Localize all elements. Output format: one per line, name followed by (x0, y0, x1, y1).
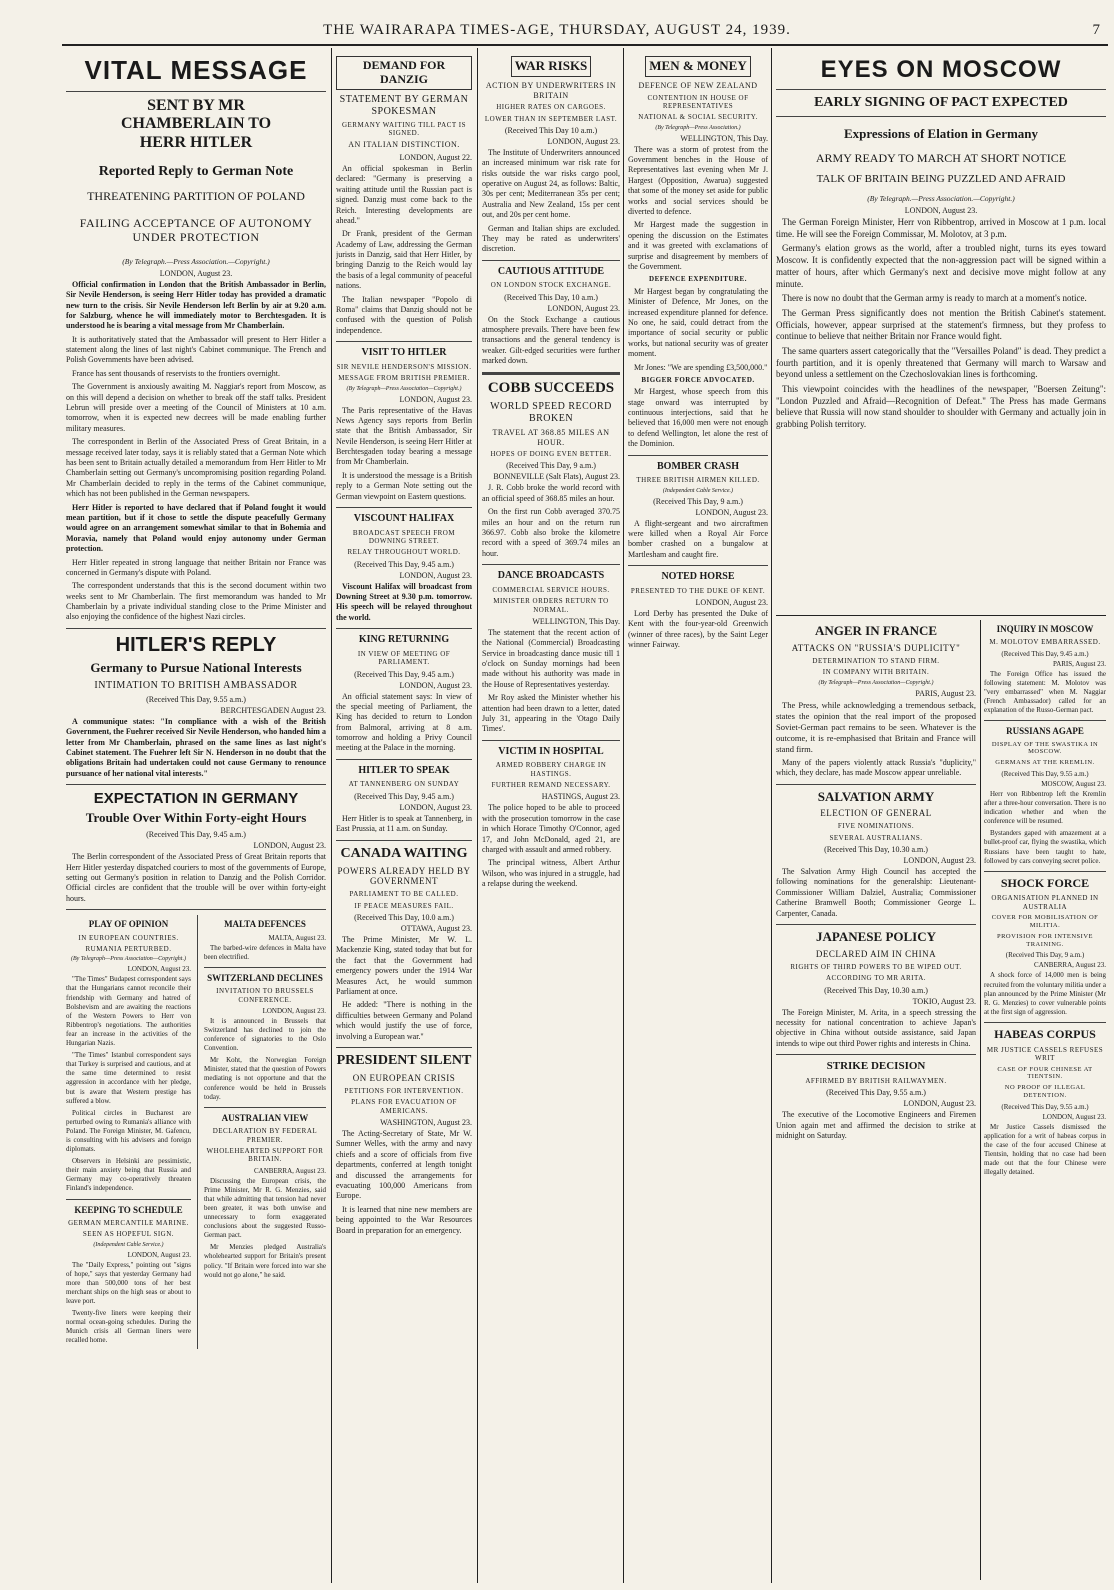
column-rule (980, 620, 981, 1580)
divider (482, 260, 620, 261)
dance-subhead: MINISTER ORDERS RETURN TO NORMAL. (493, 597, 609, 614)
article-paragraph: The statement that the recent action of the National (Commercial) Broadcasting Service in broadcasting dance music till 1 o'clock on Sunday mornings had been made without his authority was made in the House of Representatives yesterday. (482, 627, 620, 689)
article-paragraph: A shock force of 14,000 men is being recruited from the voluntary militia under a plan announced by the Prime Minister (Mr R. G. Menzies) to cover vulnerable points at the first sign of aggression. (984, 971, 1106, 1016)
silent-subhead: PETITIONS FOR INTERVENTION. (344, 1086, 464, 1095)
masthead (0, 0, 1114, 40)
article-paragraph: The Foreign Office has issued the following statement: M. Molotov was "very embarrassed" when M. Naggiar (French Ambassador) called for an explanation of the Russo-German pact. (984, 669, 1106, 715)
cobb-headline: COBB SUCCEEDS (487, 379, 615, 396)
reply-subhead: INTIMATION TO BRITISH AMBASSADOR (94, 679, 298, 691)
king-subhead: IN VIEW OF MEETING OF PARLIAMENT. (357, 649, 451, 667)
article-paragraph: On the Stock Exchange a cautious atmosphere prevails. There have been few transactions and the general tendency is weaker. Gilt-edged securities were further marked down. (482, 314, 620, 366)
dateline: LONDON, August 23. (127, 965, 191, 974)
dateline: WELLINGTON, This Day. (680, 133, 768, 143)
visit-subhead: MESSAGE FROM BRITISH PREMIER. (338, 374, 470, 383)
dateline: MOSCOW, August 23. (1041, 779, 1106, 788)
received: (Received This Day, 9.45 a.m.) (354, 669, 454, 679)
shock-subhead: COVER FOR MOBILISATION OF MILITIA. (991, 914, 1099, 930)
silent-subhead: PLANS FOR EVACUATION OF AMERICANS. (351, 1098, 457, 1115)
column-rule (771, 48, 772, 1583)
victim-subhead: ARMED ROBBERY CHARGE IN HASTINGS. (495, 761, 607, 778)
habeas-subhead: MR JUSTICE CASSELS REFUSES WRIT (986, 1045, 1104, 1063)
dateline: LONDON, August 23. (904, 206, 978, 216)
article-paragraph: The "Daily Express," pointing out "signs of hope," says that yesterday Germany had more than 500,000 tons of her best merchant ships on the high seas or about to leave port. (66, 1260, 191, 1306)
moscow-subhead: TALK OF BRITAIN BEING PUZZLED AND AFRAID (816, 173, 1066, 186)
received: (Received This Day, 9 a.m.) (653, 496, 743, 506)
france-headline: ANGER IN FRANCE (814, 623, 938, 638)
reply-headline: HITLER'S REPLY (115, 633, 277, 656)
article-paragraph: On the first run Cobb averaged 370.75 miles an hour and on the return run 366.97. Cobb also broke the kilometre record with a speed of 369.74 miles an hour. (482, 507, 620, 558)
divider (482, 372, 620, 375)
halifax-subhead: RELAY THROUGHOUT WORLD. (347, 548, 461, 557)
agape-headline: RUSSIANS AGAPE (1006, 726, 1084, 737)
divider (984, 1022, 1106, 1023)
byline: (By Telegraph—Press Association—Copyright.) (818, 679, 934, 686)
divider (66, 784, 326, 785)
article-paragraph: Mr Hargest, whose speech from this stage onward was interrupted by continuous interjections, said that he believed that 16,000 men were not enough to defend Wellington, let alone the rest of the Dominion. (628, 387, 768, 449)
victim-headline: VICTIM IN HOSPITAL (498, 745, 604, 757)
article-paragraph: Herr von Ribbentrop left the Kremlin after a three-hour conversation. There is no indication whether and when the conference will be resumed. (984, 789, 1106, 826)
byline: (By Telegraph.—Press Association.—Copyright.) (122, 256, 270, 266)
dateline: LONDON, August 23. (903, 856, 976, 866)
received: (Received This Day, 9.55 a.m.) (146, 694, 246, 704)
divider (776, 924, 976, 925)
byline: (By Telegraph.—Press Association.—Copyright.) (867, 194, 1015, 204)
habeas-subhead: NO PROOF OF ILLEGAL DETENTION. (1004, 1084, 1086, 1099)
opinion-headline: PLAY OF OPINION (88, 919, 169, 930)
sub-column-right (204, 915, 326, 1348)
article-paragraph: Viscount Halifax will broadcast from Downing Street at 9.30 p.m. tomorrow. His speech will be relayed throughout the world. (336, 581, 472, 622)
dateline: PARIS, August 23. (1052, 659, 1106, 668)
byline: (By Telegraph—Press Association—Copyright.) (71, 956, 186, 963)
divider (776, 784, 976, 785)
article-paragraph: Mr Hargest made the suggestion in opening the discussion on the Estimates and it was greeted with exclamations of surprise and disagreement by members of the Government. (628, 220, 768, 271)
article-paragraph: Twenty-five liners were keeping their normal ocean-going schedules. During the Munich crisis all German liners were recalled home. (66, 1309, 191, 1345)
article-paragraph: The Acting-Secretary of State, Mr W. Sumner Welles, with the army and navy chiefs and a score of officials from five departments, conferred at length tonight and discussed the arrangements for evacuating 100,000 Americans from Europe. (336, 1128, 472, 1201)
danzig-subhead: AN ITALIAN DISTINCTION. (348, 140, 460, 150)
byline: (Independent Cable Service.) (93, 1241, 164, 1248)
expect-headline: EXPECTATION IN GERMANY (93, 790, 299, 808)
received: (Received This Day, 9.45 a.m.) (354, 559, 454, 569)
money-subhead: CONTENTION IN HOUSE OF REPRESENTATIVES (647, 93, 749, 110)
article-paragraph: The Salvation Army High Council has accepted the following nominations for the generalship: Lieutenant-Commissioner William Dalziel, Australia; Commissioner Catherine Bramwell Booth; Commissioner George L. Carpenter, Canada. (776, 867, 976, 918)
dateline: LONDON, August 23. (903, 1099, 976, 1109)
agape-subhead: DISPLAY OF THE SWASTIKA IN MOSCOW. (991, 740, 1099, 756)
divider (66, 1199, 191, 1200)
horse-headline: NOTED HORSE (661, 571, 735, 583)
habeas-headline: HABEAS CORPUS (994, 1026, 1096, 1041)
divider (336, 507, 472, 508)
article-paragraph: The barbed-wire defences in Malta have been electrified. (203, 943, 326, 961)
money-crosshead: BIGGER FORCE ADVOCATED. (641, 375, 755, 384)
shock-subhead: ORGANISATION PLANNED IN AUSTRALIA (991, 894, 1099, 911)
dateline: TOKIO, August 23. (912, 996, 976, 1006)
keeping-subhead: GERMAN MERCANTILE MARINE. (68, 1218, 189, 1227)
dateline: WASHINGTON, August 23. (380, 1117, 472, 1127)
vital-subhead: THREATENING PARTITION OF POLAND (87, 189, 305, 204)
inquiry-headline: INQUIRY IN MOSCOW (996, 624, 1094, 634)
dance-headline: DANCE BROADCASTS (497, 570, 605, 582)
divider (66, 91, 326, 92)
salvation-subhead: ELECTION OF GENERAL (820, 808, 932, 819)
received: (Received This Day, 9.45 a.m.) (354, 791, 454, 801)
japan-subhead: RIGHTS OF THIRD POWERS TO BE WIPED OUT. (790, 962, 962, 971)
column-5-left (776, 620, 976, 1580)
received: (Received This Day, 10 a.m.) (504, 292, 598, 302)
article-paragraph: The Institute of Underwriters announced an increased minimum war risk rate for risks outside the war risks cargo pool, operative on August 24, as follows: Baltic, 30s per cent; Mediterranean 35s per cent; Australia and New Zealand, 15s per cent out, and 20s per cent home. (482, 147, 620, 220)
salvation-subhead: SEVERAL AUSTRALIANS. (829, 833, 923, 842)
silent-subhead: ON EUROPEAN CRISIS (352, 1073, 456, 1084)
agape-subhead: GERMANS AT THE KREMLIN. (995, 759, 1095, 767)
sub-column-rule (197, 915, 198, 1348)
dateline: LONDON, August 23. (547, 303, 620, 313)
article-paragraph: Bystanders gaped with amazement at a bullet-proof car, flying the swastika, which Russians have been taught to hate, followed by cars conveying secret police. (984, 829, 1106, 865)
column-3 (482, 52, 620, 1582)
article-paragraph: The Prime Minister, Mr W. L. Mackenzie King, stated today that but for the fact that the Government had emergency powers under the 1914 War Measures Act, he would summon Parliament at once. (336, 935, 472, 996)
dateline: LONDON, August 23. (695, 507, 768, 517)
visit-subhead: SIR NEVILE HENDERSON'S MISSION. (336, 362, 472, 371)
article-paragraph: It is announced in Brussels that Switzerland has declined to join the conference of signatories to the Oslo Convention. (203, 1016, 326, 1053)
article-paragraph: A flight-sergeant and two aircraftmen were killed when a Royal Air Force bomber crashed on a bungalow at Martlesham and caught fire. (628, 518, 768, 559)
byline: (By Telegraph—Press Association.) (655, 124, 741, 131)
dateline: PARIS, August 23. (915, 688, 976, 698)
japan-subhead: ACCORDING TO MR ARITA. (825, 974, 927, 983)
divider (776, 89, 1106, 90)
byline: (By Telegraph—Press Association—Copyright.) (346, 385, 462, 392)
article-paragraph: Mr Justice Cassels dismissed the application for a writ of habeas corpus in the case of the four accused Chinese at Tientsin, holding that no case had been made out that the four Chinese were illegally detained. (984, 1122, 1106, 1177)
strike-subhead: AFFIRMED BY BRITISH RAILWAYMEN. (805, 1076, 947, 1085)
danzig-subhead: STATEMENT BY GERMAN SPOKESMAN (339, 93, 469, 117)
bomber-subhead: THREE BRITISH AIRMEN KILLED. (636, 476, 760, 485)
dateline: CANBERRA, August 23. (1034, 961, 1106, 970)
article-paragraph: The Berlin correspondent of the Associated Press of Great Britain reports that Herr Hitler yesterday dispatched couriers to most of the governments of Europe, setting out Germany's position in relation to Danzig and the Polish Corridor. Official circles are confident that the trouble will be over within forty-eight hours. (66, 852, 326, 903)
divider (482, 564, 620, 565)
received: (Received This Day, 9.45 a.m.) (146, 830, 246, 840)
article-paragraph: Lord Derby has presented the Duke of Kent with the four-year-old Greenwich (winner of three races), by the Saint Leger winner Fairway. (628, 608, 768, 650)
danzig-subhead: GERMANY WAITING TILL PACT IS SIGNED. (341, 120, 467, 137)
article-paragraph: Many of the papers violently attack Russia's "duplicity," which, they declare, has made Moscow appear unreliable. (776, 757, 976, 778)
speak-subhead: AT TANNENBERG ON SUNDAY (348, 780, 460, 789)
keeping-headline: KEEPING TO SCHEDULE (74, 1204, 183, 1215)
received: (Received This Day, 9 a.m.) (1005, 951, 1085, 960)
money-headline-text: MEN & MONEY (645, 56, 751, 77)
vital-headline: VITAL MESSAGE (84, 55, 308, 85)
dateline: LONDON, August 23. (262, 1006, 326, 1015)
expect-subhead: Trouble Over Within Forty-eight Hours (85, 810, 307, 826)
divider (336, 759, 472, 760)
received: (Received This Day, 9 a.m.) (506, 461, 596, 471)
dateline: BONNEVILLE (Salt Flats), August 23. (493, 472, 620, 482)
divider (628, 455, 768, 456)
caution-headline: CAUTIOUS ATTITUDE (497, 265, 605, 277)
divider (984, 871, 1106, 872)
article-paragraph: Herr Hitler repeated in strong language that neither Britain nor France was concerned in Germany's dispute with Poland. (66, 557, 326, 577)
dateline: LONDON, August 23. (399, 570, 472, 580)
column-2 (336, 52, 472, 1582)
visit-headline: VISIT TO HITLER (361, 347, 447, 359)
article-paragraph: The German Press significantly does not mention the British Cabinet's statement. Officials, however, appear surprised at the statement's firmness, but they profess to continue to believe that neither Britain nor France would fight. (776, 307, 1106, 342)
france-subhead: IN COMPANY WITH BRITAIN. (822, 668, 930, 677)
halifax-subhead: BROADCAST SPEECH FROM DOWNING STREET. (352, 528, 456, 545)
article-paragraph: Herr Hitler is reported to have declared that if Poland fought it would mean partition, but if it chose to settle the dispute peacefully Germany would agree on an arrangement somewhat similar to that in Bohemia and Moravia, namely that Poland would enjoy autonomy under German protection. (66, 502, 326, 554)
shock-subhead: PROVISION FOR INTENSIVE TRAINING. (996, 932, 1093, 948)
sub-column-left (66, 915, 191, 1348)
canada-subhead: IF PEACE MEASURES FAIL. (354, 901, 454, 910)
france-subhead: ATTACKS ON "RUSSIA'S DUPLICITY" (791, 642, 961, 653)
japan-subhead: DECLARED AIM IN CHINA (815, 948, 937, 959)
dateline: LONDON, August 23. (399, 680, 472, 690)
caution-subhead: ON LONDON STOCK EXCHANGE. (490, 281, 612, 290)
japan-headline: JAPANESE POLICY (815, 929, 937, 944)
column-1 (66, 52, 326, 1582)
article-paragraph: There is now no doubt that the German army is ready to march at a moment's notice. (782, 293, 1087, 304)
keeping-subhead: SEEN AS HOPEFUL SIGN. (82, 1230, 175, 1239)
inquiry-subhead: M. MOLOTOV EMBARRASSED. (989, 638, 1101, 647)
war-subhead: LOWER THAN IN SEPTEMBER LAST. (484, 114, 618, 123)
swiss-subhead: INVITATION TO BRUSSELS CONFERENCE. (216, 987, 314, 1004)
money-crosshead: DEFENCE EXPENDITURE. (649, 275, 747, 284)
divider (984, 720, 1106, 721)
received: (Received This Day, 9.55 a.m.) (1001, 769, 1089, 778)
aus-subhead: WHOLEHEARTED SUPPORT FOR BRITAIN. (206, 1146, 324, 1164)
page-number: 7 (1092, 22, 1100, 38)
received: (Received This Day, 9.55 a.m.) (826, 1088, 926, 1098)
received: (Received This Day, 10.0 a.m.) (354, 913, 454, 923)
silent-headline: PRESIDENT SILENT (336, 1052, 472, 1068)
masthead-title: THE WAIRARAPA TIMES-AGE, THURSDAY, AUGUST 24, 1939. (323, 22, 791, 38)
divider (336, 1047, 472, 1048)
article-paragraph: Mr Jones: "We are spending £3,500,000." (634, 362, 768, 372)
received: (Received This Day, 10.30 a.m.) (824, 985, 928, 995)
article-paragraph: An official spokesman in Berlin declared: "Germany is preserving a waiting attitude until the Russian pact is signed. Danzig must come back to the Reich. Interesting developments are ahead." (336, 163, 472, 225)
moscow-headline: EYES ON MOSCOW (820, 56, 1062, 83)
article-paragraph: J. R. Cobb broke the world record with an official speed of 368.85 miles an hour. (482, 483, 620, 503)
article-paragraph: Official confirmation in London that the British Ambassador in Berlin, Sir Nevile Henderson, is seeing Herr Hitler today has provided a dramatic new turn to the crisis. Sir Nevile Henderson left Berlin by air at 9.20 a.m. for Salzburg, whence he will immediately motor to Berchtesgaden. It is understood he is bearing a vital message from Mr Chamberlain. (66, 279, 326, 331)
canada-subhead: PARLIAMENT TO BE CALLED. (349, 890, 459, 899)
article-paragraph: The correspondent in Berlin of the Associated Press of Great Britain, in a message received later today, says it is reliably stated that a German Note which has been sent to Britain actually detailed a memorandum from Herr Hitler to Mr Chamberlain setting out Germany's uncompromising position regarding Poland. Mr Chamberlain decided to reply in the terms of the Cabinet communique, which has not been published in the German newspapers. (66, 437, 326, 499)
canada-subhead: POWERS ALREADY HELD BY GOVERNMENT (337, 865, 471, 887)
war-headline (482, 56, 620, 77)
dateline: LONDON, August 23. (695, 597, 768, 607)
divider (776, 1054, 976, 1055)
article-paragraph: A communique states: "In compliance with a wish of the British Government, the Fuehrer received Sir Nevile Henderson, who handed him a letter from Mr Chamberlain, phrased on the same lines as last night's Cabinet statement. The Fuehrer left Sir N. Henderson in no doubt that the obligations Britain had undertaken could not cause Germany to renounce pursuance of her national vital interests." (66, 716, 326, 778)
article-paragraph: The Paris representative of the Havas News Agency says reports from Berlin state that the British Ambassador, Sir Nevile Henderson, is seeing Herr Hitler at Berchtesgaden today bearing a message from Mr Chamberlain. (336, 405, 472, 467)
article-paragraph: He added: "There is nothing in the difficulties between Germany and Poland which would justify the use of force, involving a European war." (336, 1000, 472, 1041)
received: (Received This Day, 10.30 a.m.) (824, 845, 928, 855)
column-5 (776, 52, 1106, 617)
article-paragraph: It is learned that nine new members are being appointed to the War Resources Board in preparation for an emergency. (336, 1204, 472, 1235)
reply-subhead: Germany to Pursue National Interests (90, 659, 302, 675)
dateline: LONDON, August 23. (1042, 1112, 1106, 1121)
speak-headline: HITLER TO SPEAK (358, 764, 450, 776)
bomber-headline: BOMBER CRASH (657, 460, 739, 472)
divider (776, 116, 1106, 117)
cobb-subhead: HOPES OF DOING EVEN BETTER. (490, 450, 612, 459)
column-rule (331, 48, 332, 1583)
article-paragraph: There was a storm of protest from the Government benches in the House of Representatives last evening when Mr J. Hargest (Opposition, Awarua) suggested that some of the money set aside for public works and social services should be diverted to defence. (628, 144, 768, 217)
dateline: HASTINGS, August 23. (541, 792, 620, 802)
war-headline-text: WAR RISKS (511, 56, 592, 77)
swiss-headline: SWITZERLAND DECLINES (207, 972, 323, 983)
shock-headline: SHOCK FORCE (1000, 875, 1090, 890)
dateline: MALTA, August 23. (268, 933, 326, 942)
salvation-subhead: FIVE NOMINATIONS. (837, 822, 915, 831)
canada-headline: CANADA WAITING (340, 845, 468, 861)
article-paragraph: It is authoritatively stated that the Ambassador will present to Herr Hitler a statement along the lines of last night's Cabinet communique. The French and Polish Governments have been advised. (66, 334, 326, 365)
received: (Received This Day, 9.55 a.m.) (1001, 1102, 1089, 1111)
dance-subhead: COMMERCIAL SERVICE HOURS. (492, 585, 610, 594)
article-paragraph: The same quarters assert categorically that the "Versailles Poland" is dead. They predict a fourth partition, and it is openly threatened that Germany will march to Warsaw and beyond unless a settlement on the Czechoslovakian lines is forthcoming. (776, 345, 1106, 380)
divider (204, 1107, 326, 1108)
cobb-subhead: WORLD SPEED RECORD BROKEN (490, 400, 612, 424)
moscow-subhead: ARMY READY TO MARCH AT SHORT NOTICE (815, 150, 1067, 165)
halifax-headline: VISCOUNT HALIFAX (353, 513, 455, 525)
dateline: LONDON, August 23. (399, 802, 472, 812)
divider (482, 740, 620, 741)
article-paragraph: "The Times" Istanbul correspondent says that Turkey is surprised and cautious, and at the same time determined to resist aggression in accordance with her pledge, but is aware that Western prestige has suffered a blow. (66, 1051, 191, 1105)
article-paragraph: It is understood the message is a British reply to a German Note setting out the German viewpoint on Eastern questions. (336, 470, 472, 501)
article-paragraph: This viewpoint coincides with the headlines of the newspaper, "Boersen Zeitung": "London Puzzled and Afraid—Recognition of Defeat." The Press has made Germans believe that Russia will now stand shoulder to shoulder with Germany and actually join in grabbing Polish territory. (776, 384, 1106, 430)
byline: (Independent Cable Service.) (662, 487, 734, 494)
danzig-headline (336, 56, 472, 90)
article-paragraph: Political circles in Bucharest are perturbed owing to Rumania's alliance with Poland. The Foreign Minister, M. Gafencu, is consulting with his advisers and foreign diplomats. (66, 1108, 191, 1154)
vital-subhead: FAILING ACCEPTANCE OF AUTONOMY UNDER PROTECTION (79, 215, 313, 245)
france-subhead: DETERMINATION TO STAND FIRM. (812, 656, 940, 665)
dateline: WELLINGTON, This Day. (532, 616, 620, 626)
habeas-subhead: CASE OF FOUR CHINESE AT TIENTSIN. (997, 1065, 1093, 1081)
article-paragraph: The police hoped to be able to proceed with the prosecution tomorrow in the case in which Horace Timothy O'Connor, aged 17, and John McDonald, aged 21, are charged with assault and armed robbery. (482, 803, 620, 855)
war-subhead: HIGHER RATES ON CARGOES. (496, 103, 606, 112)
column-rule (477, 48, 478, 1583)
aus-subhead: DECLARATION BY FEDERAL PREMIER. (212, 1127, 318, 1144)
divider (204, 967, 326, 968)
divider (336, 341, 472, 342)
dateline: LONDON, August 22. (399, 152, 472, 162)
article-paragraph: France has sent thousands of reservists to the frontiers overnight. (72, 368, 280, 378)
dateline: LONDON, August 23. (253, 841, 326, 851)
divider (336, 628, 472, 629)
opinion-subhead: IN EUROPEAN COUNTRIES. (78, 933, 179, 942)
war-subhead: ACTION BY UNDERWRITERS IN BRITAIN (485, 80, 617, 100)
article-paragraph: German and Italian ships are excluded. They may be rated as underwriters' discretion. (482, 223, 620, 254)
article-paragraph: The correspondent understands that this is the second document within two weeks sent to Mr Chamberlain. The first memorandum was handed to Mr Chamberlain by a private individual standing close to the Prime Minister and also enjoying the confidence of the highest Nazi circles. (66, 581, 326, 622)
dateline: LONDON, August 23. (399, 394, 472, 404)
moscow-subhead: EARLY SIGNING OF PACT EXPECTED (814, 94, 1068, 110)
money-subhead: NATIONAL & SOCIAL SECURITY. (638, 113, 758, 122)
article-paragraph: Discussing the European crisis, the Prime Minister, Mr R. G. Menzies, said that while admitting that tension had never been greater, it was both unwise and unnecessary to form exaggerated conclusions about the suggested Russo-German pact. (203, 1176, 326, 1240)
dateline: BERCHTESGADEN August 23. (220, 705, 326, 715)
moscow-subhead: Expressions of Elation in Germany (843, 125, 1039, 141)
received: (Received This Day, 9.45 a.m.) (1001, 649, 1089, 658)
victim-subhead: FURTHER REMAND NECESSARY. (491, 781, 611, 790)
article-paragraph: The Press, while acknowledging a tremendous setback, states the opinion that the real import of the proposed Soviet-German pact remains to be seen. Whatever is the outcome, it is re-emphasised that Britain and France will stand firm. (776, 699, 976, 754)
money-subhead: DEFENCE OF NEW ZEALAND (638, 80, 758, 90)
vital-subhead: Reported Reply to German Note (98, 164, 294, 180)
article-paragraph: The German Foreign Minister, Herr von Ribbentrop, arrived in Moscow at 1 p.m. local time. He will see the Foreign Commissar, M. Molotov, at 3 p.m. (776, 217, 1106, 239)
article-paragraph: Germany's elation grows as the world, after a troubled night, turns its eyes toward Moscow. It is confidently expected that the non-aggression pact will be signed within a matter of hours, after which Germany's next and decisive move might follow at any minute. (776, 243, 1106, 289)
masthead-rule (62, 44, 1108, 46)
cobb-subhead: TRAVEL AT 368.85 MILES AN HOUR. (492, 427, 610, 447)
article-paragraph: The Italian newspaper "Popolo di Roma" claims that Danzig should not be confused with the question of Polish independence. (336, 294, 472, 335)
dateline: OTTAWA, August 23. (400, 924, 472, 934)
article-paragraph: Mr Roy asked the Minister whether his attention had been drawn to a letter, dated July 31, appearing in the 'Otago Daily Times'. (482, 693, 620, 734)
article-paragraph: The Government is anxiously awaiting M. Naggiar's report from Moscow, as on this will depend a decision on whether to break off the staff talks. President Lebrun will preside over a meeting of the Council of Ministers at 10 a.m. tomorrow, when it is expected new decrees will be made enabling further military measures. (66, 382, 326, 433)
strike-headline: STRIKE DECISION (826, 1060, 926, 1073)
article-paragraph: An official statement says: In view of the special meeting of Parliament, the King has decided to return to London from Balmoral, arriving at 8 a.m. tomorrow and holding a Privy Council meeting at the Palace in the morning. (336, 691, 472, 753)
article-paragraph: Mr Koht, the Norwegian Foreign Minister, stated that the question of Powers mediating is not opportune and that the conference would be held in Brussels today. (203, 1056, 326, 1101)
article-paragraph: Mr Menzies pledged Australia's wholehearted support for Britain's present policy. "If Britain were forced into war she would not go alone," he said. (203, 1243, 326, 1279)
divider (66, 909, 326, 910)
article-paragraph: "The Times" Budapest correspondent says that the Hungarians cannot reconcile their friendship with Germany and hatred of Bolshevism and are awaiting the reactions of the Western Powers to Herr von Ribbentrop's negotiations. The authorities fear an increase in the activities of the Hungarian Nazis. (66, 975, 191, 1048)
article-paragraph: Dr Frank, president of the German Academy of Law, addressing the German jurists in Danzig, said that Herr Hitler, by bringing Danzig to the Reich would lay the basis of a legal community of peaceful nations. (336, 229, 472, 291)
column-5-right (984, 620, 1106, 1580)
divider (628, 565, 768, 566)
received: (Received This Day 10 a.m.) (504, 125, 598, 135)
article-paragraph: Mr Hargest began by congratulating the Minister of Defence, Mr Jones, on the increased expenditure planned for defence. No one, he said, could detract from the importance of social security or public works, but national security was of greater moment. (628, 286, 768, 359)
salvation-headline: SALVATION ARMY (817, 788, 935, 804)
dateline: LONDON, August 23. (159, 268, 233, 278)
column-4 (628, 52, 768, 1582)
dateline: LONDON, August 23. (127, 1250, 191, 1259)
dateline: CANBERRA, August 23. (254, 1166, 326, 1175)
divider (66, 628, 326, 629)
column-rule (623, 48, 624, 1583)
aus-headline: AUSTRALIAN VIEW (221, 1112, 309, 1123)
article-paragraph: The Foreign Minister, M. Arita, in a speech stressing the necessity for national concentration to achieve Japan's objective in China without outside assistance, said Japan intends to wipe out third Power rights and interests in China. (776, 1007, 976, 1048)
malta-headline: MALTA DEFENCES (224, 919, 306, 930)
article-paragraph: Herr Hitler is to speak at Tannenberg, in East Prussia, at 11 a.m. on Sunday. (336, 813, 472, 834)
article-paragraph: The principal witness, Albert Arthur Wilson, who was injured in a struggle, had a relapse during the weekend. (482, 858, 620, 889)
vital-subhead: SENT BY MR CHAMBERLAIN TO HERR HITLER (120, 96, 272, 151)
article-paragraph: Observers in Helsinki are pessimistic, their main anxiety being that Russia and Germany may co-operatively threaten Finland's independence. (66, 1157, 191, 1193)
money-headline (628, 56, 768, 77)
dateline: LONDON, August 23. (547, 136, 620, 146)
king-headline: KING RETURNING (358, 634, 450, 646)
article-paragraph: The executive of the Locomotive Engineers and Firemen Union again met and affirmed the decision to strike at midnight on Saturday. (776, 1110, 976, 1140)
section-rule (776, 615, 1106, 616)
opinion-subhead: RUMANIA PERTURBED. (85, 945, 172, 953)
danzig-headline-text: DEMAND FOR DANZIG (336, 56, 472, 90)
horse-subhead: PRESENTED TO THE DUKE OF KENT. (630, 586, 766, 595)
divider (336, 840, 472, 841)
